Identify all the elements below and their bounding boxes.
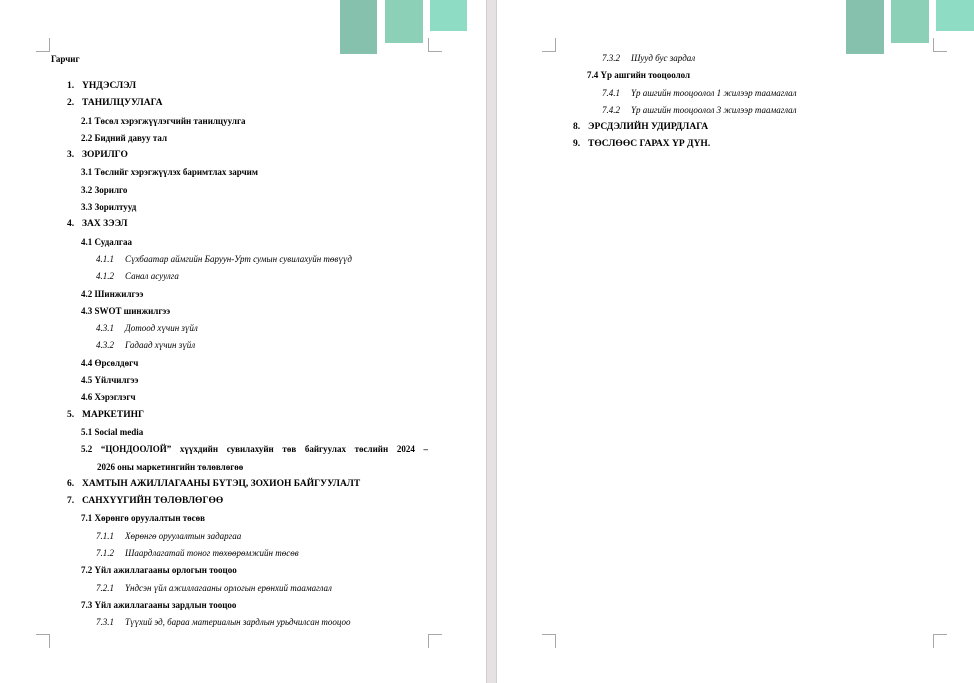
toc-entry-level-2[interactable] bbox=[67, 459, 428, 476]
toc-entry-text: ХАМТЫН АЖИЛЛАГААНЫ БҮТЭЦ, ЗОХИОН БАЙГУУЛАЛТ bbox=[82, 478, 361, 489]
toc-entry-level-2[interactable] bbox=[67, 562, 428, 579]
toc-entry-text: 4.1 Судалгаа bbox=[81, 236, 132, 247]
toc-entry-text: ТАНИЛЦУУЛАГА bbox=[82, 98, 163, 109]
decor-block-light bbox=[430, 0, 467, 31]
toc-entry-text: 4.5 Үйлчилгээ bbox=[81, 375, 139, 386]
toc-entry-text: 2026 оны маркетингийн төлөвлөгөө bbox=[97, 461, 244, 472]
crop-mark bbox=[542, 38, 556, 52]
toc-entry-text: 7.4 Үр ашгийн тооцоолол bbox=[587, 70, 691, 81]
toc-entry-text: САНХҮҮГИЙН ТӨЛӨВЛӨГӨӨ bbox=[82, 496, 224, 507]
crop-mark bbox=[933, 634, 947, 648]
toc-entry-number: 7.4.2 bbox=[602, 104, 620, 115]
toc-entry-level-3[interactable] bbox=[67, 528, 428, 545]
toc-entry-level-2[interactable] bbox=[67, 424, 428, 441]
decor-block-mid bbox=[385, 0, 423, 43]
crop-mark bbox=[36, 38, 50, 52]
toc-entry-number: 8. bbox=[573, 122, 581, 133]
decor-block-mid bbox=[891, 0, 929, 43]
toc-entry-number: 4.3.2 bbox=[96, 340, 114, 351]
toc-entry-number: 7.3.2 bbox=[602, 53, 620, 63]
crop-mark bbox=[428, 634, 442, 648]
toc-entry-text: Үр ашгийн тооцоолол 3 жилээр таамаглал bbox=[631, 104, 797, 115]
crop-mark bbox=[428, 38, 442, 52]
toc-entry-level-1[interactable] bbox=[67, 493, 428, 510]
toc-entry-level-3[interactable] bbox=[67, 580, 428, 597]
toc-entry-text: 4.6 Хэрэглэгч bbox=[81, 392, 136, 403]
toc-entry-level-2[interactable] bbox=[67, 355, 428, 372]
toc-entry-level-3[interactable] bbox=[573, 102, 797, 119]
toc-entry-level-3[interactable] bbox=[573, 50, 797, 67]
decor-block-light bbox=[936, 0, 974, 31]
toc-entry-level-2[interactable] bbox=[67, 303, 428, 320]
toc-entry-level-3[interactable] bbox=[67, 251, 428, 268]
toc-entry-level-1[interactable] bbox=[573, 119, 797, 136]
toc-entry-level-2[interactable] bbox=[67, 113, 428, 130]
toc-entry-number: 3. bbox=[67, 150, 75, 161]
toc-entry-level-2[interactable] bbox=[67, 372, 428, 389]
toc-entry-text: Гадаад хүчин зүйл bbox=[125, 340, 196, 351]
toc-entry-level-1[interactable] bbox=[67, 407, 428, 424]
toc-entry-number: 7.2.1 bbox=[96, 582, 114, 593]
crop-mark bbox=[36, 634, 50, 648]
toc-entry-number: 7.3.1 bbox=[96, 617, 114, 628]
toc-entry-level-3[interactable] bbox=[573, 85, 797, 102]
toc-entry-level-3[interactable] bbox=[67, 614, 428, 631]
toc-entry-text: Үндсэн үйл ажиллагааны орлогын ерөнхий таамаглал bbox=[125, 582, 332, 593]
toc-entry-level-1[interactable] bbox=[573, 136, 797, 153]
toc-entry-level-2[interactable] bbox=[67, 441, 428, 458]
toc-entry-text: 7.1 Хөрөнгө оруулалтын төсөв bbox=[81, 513, 206, 524]
toc-entry-text: 5.1 Social media bbox=[81, 426, 144, 437]
decor-block-dark bbox=[846, 0, 884, 54]
toc-entry-text: Дотоод хүчин зүйл bbox=[125, 323, 198, 334]
toc-entry-text: 2.1 Төсөл хэрэгжүүлэгчийн танилцуулга bbox=[81, 115, 246, 126]
toc-entry-number: 7.1.2 bbox=[96, 548, 114, 559]
toc-entry-text: Санал асуулга bbox=[125, 271, 179, 282]
toc-entry-text: 4.2 Шинжилгээ bbox=[81, 288, 144, 299]
toc-entry-level-2[interactable] bbox=[67, 182, 428, 199]
toc-entry-text: ЗАХ ЗЭЭЛ bbox=[82, 219, 128, 230]
toc-entry-text: Үр ашгийн тооцоолол 1 жилээр таамаглал bbox=[631, 87, 797, 98]
toc-entry-text: ЗОРИЛГО bbox=[82, 150, 128, 161]
toc-entry-level-2[interactable] bbox=[67, 597, 428, 614]
toc-entry-text: 7.3 Үйл ажиллагааны зардлын тооцоо bbox=[81, 599, 237, 610]
toc-entry-text: 2.2 Бидний давуу тал bbox=[81, 132, 168, 143]
toc-title: Гарчиг bbox=[51, 54, 80, 64]
toc-entry-number: 1. bbox=[67, 81, 75, 91]
table-of-contents-left bbox=[67, 78, 428, 632]
toc-entry-number: 2. bbox=[67, 98, 75, 109]
toc-entry-text: Хөрөнгө оруулалтын задаргаа bbox=[125, 530, 242, 541]
toc-entry-text: ЭРСДЭЛИЙН УДИРДЛАГА bbox=[588, 122, 709, 133]
toc-entry-level-3[interactable] bbox=[67, 337, 428, 354]
toc-entry-text: МАРКЕТИНГ bbox=[82, 409, 145, 420]
toc-entry-level-2[interactable] bbox=[573, 67, 797, 84]
toc-entry-level-2[interactable] bbox=[67, 199, 428, 216]
toc-entry-level-3[interactable] bbox=[67, 268, 428, 285]
toc-entry-level-2[interactable] bbox=[67, 164, 428, 181]
toc-entry-text: Сүхбаатар аймгийн Баруун-Урт сумын сувилахуйн төвүүд bbox=[125, 253, 352, 264]
toc-entry-text: 5.2 “ЦОНДООЛОЙ” хүүхдийн сувилахуйн төв байгуулах төслийн 2024 – bbox=[81, 444, 428, 455]
toc-entry-level-3[interactable] bbox=[67, 545, 428, 562]
table-of-contents-right bbox=[573, 50, 797, 154]
left-page bbox=[0, 0, 486, 683]
toc-entry-level-2[interactable] bbox=[67, 286, 428, 303]
toc-entry-number: 6. bbox=[67, 478, 75, 489]
toc-entry-text: 4.4 Өрсөлдөгч bbox=[81, 357, 139, 368]
toc-entry-number: 4.1.2 bbox=[96, 271, 114, 282]
crop-mark bbox=[542, 634, 556, 648]
toc-entry-level-2[interactable] bbox=[67, 389, 428, 406]
toc-entry-number: 5. bbox=[67, 409, 75, 420]
toc-entry-text: 3.1 Төслийг хэрэгжүүлэх баримтлах зарчим bbox=[81, 167, 258, 178]
toc-entry-text: 3.3 Зорилтууд bbox=[81, 202, 137, 213]
toc-entry-number: 4.1.1 bbox=[96, 253, 114, 264]
toc-entry-level-1[interactable] bbox=[67, 476, 428, 493]
toc-entry-level-2[interactable] bbox=[67, 234, 428, 251]
right-page bbox=[497, 0, 974, 683]
toc-entry-text: 7.2 Үйл ажиллагааны орлогын тооцоо bbox=[81, 565, 237, 576]
toc-entry-number: 4.3.1 bbox=[96, 323, 114, 334]
toc-entry-text: 3.2 Зорилго bbox=[81, 184, 128, 195]
toc-entry-level-1[interactable] bbox=[67, 95, 428, 112]
decor-block-dark bbox=[340, 0, 377, 54]
toc-entry-level-2[interactable] bbox=[67, 510, 428, 527]
toc-entry-number: 7.1.1 bbox=[96, 530, 114, 541]
toc-entry-level-1[interactable] bbox=[67, 216, 428, 233]
toc-entry-text: Шаардлагатай тоног төхөөрөмжийн төсөв bbox=[125, 548, 299, 559]
toc-entry-text: ТӨСЛӨӨС ГАРАХ ҮР ДҮН. bbox=[588, 139, 711, 150]
toc-entry-text: Шууд бус зардал bbox=[631, 53, 696, 63]
toc-entry-number: 9. bbox=[573, 139, 581, 150]
crop-mark bbox=[933, 38, 947, 52]
toc-entry-number: 4. bbox=[67, 219, 75, 230]
page-gutter bbox=[486, 0, 497, 683]
toc-entry-text: Түүхий эд, бараа материалын зардлын урьдчилсан тооцоо bbox=[125, 617, 351, 628]
toc-entry-level-1[interactable] bbox=[67, 147, 428, 164]
toc-entry-text: ҮНДЭСЛЭЛ bbox=[82, 81, 137, 91]
toc-entry-level-2[interactable] bbox=[67, 130, 428, 147]
toc-entry-text: 4.3 SWOT шинжилгээ bbox=[81, 305, 171, 316]
toc-entry-level-3[interactable] bbox=[67, 320, 428, 337]
toc-entry-number: 7. bbox=[67, 496, 75, 507]
toc-entry-level-1[interactable] bbox=[67, 78, 428, 95]
toc-entry-number: 7.4.1 bbox=[602, 87, 620, 98]
